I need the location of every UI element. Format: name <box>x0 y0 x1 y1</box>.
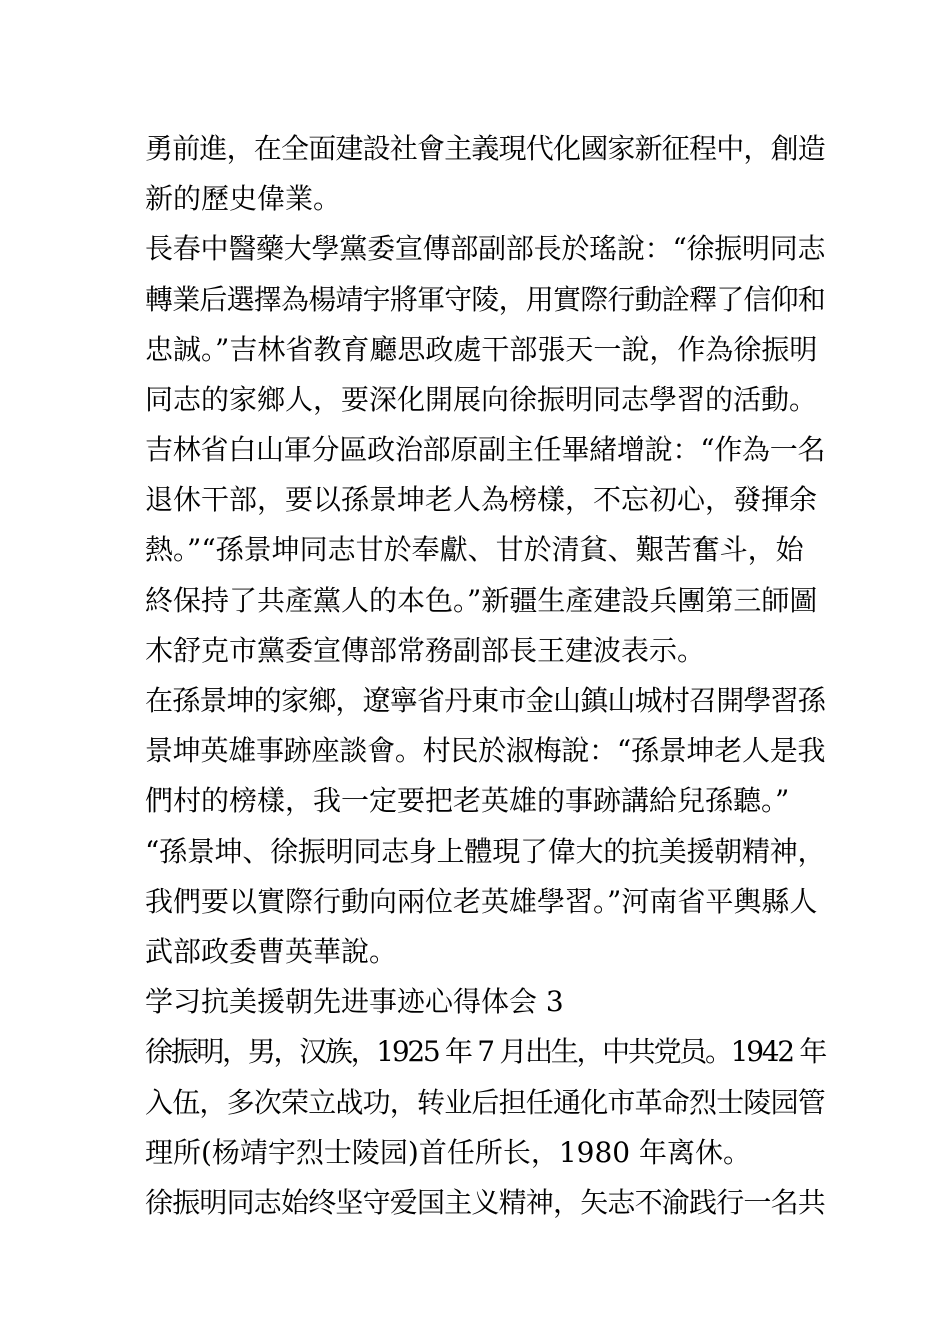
text-line: 們村的榜樣，我一定要把老英雄的事跡講給兒孫聽。” <box>145 784 790 817</box>
text-line: 入伍，多次荣立战功，转业后担任通化市革命烈士陵园管 <box>145 1086 826 1119</box>
text-line: 退休干部，要以孫景坤老人為榜樣，不忘初心，發揮余 <box>145 483 818 516</box>
text-line: 景坤英雄事跡座談會。村民於淑梅說：“孫景坤老人是我 <box>145 734 826 767</box>
text-line: 轉業后選擇為楊靖宇將軍守陵，用實際行動詮釋了信仰和 <box>145 283 826 316</box>
section-heading: 学习抗美援朝先进事迹心得体会 3 <box>145 985 564 1018</box>
text-line: 新的歷史偉業。 <box>145 182 342 215</box>
text-line: 勇前進，在全面建設社會主義現代化國家新征程中，創造 <box>145 132 826 165</box>
text-line: 終保持了共產黨人的本色。”新疆生產建設兵團第三師圖 <box>145 584 818 617</box>
text-line: 理所(杨靖宇烈士陵园)首任所长，1980 年离休。 <box>145 1136 752 1169</box>
text-line: 武部政委曹英華說。 <box>145 935 398 968</box>
text-line: 徐振明，男，汉族，1925 年 7 月出生，中共党员。1942 年 <box>145 1035 826 1068</box>
text-line: 我們要以實際行動向兩位老英雄學習。”河南省平輿縣人 <box>145 885 818 918</box>
text-line: 熱。”“孫景坤同志甘於奉獻、甘於清貧、艱苦奮斗，始 <box>145 533 804 566</box>
text-line: 徐振明同志始终坚守爱国主义精神，矢志不渝践行一名共 <box>145 1186 826 1219</box>
text-line: 在孫景坤的家鄉，遼寧省丹東市金山鎮山城村召開學習孫 <box>145 684 826 717</box>
text-line: 木舒克市黨委宣傳部常務副部長王建波表示。 <box>145 634 706 667</box>
text-line: 同志的家鄉人，要深化開展向徐振明同志學習的活動。 <box>145 383 818 416</box>
text-line: 長春中醫藥大學黨委宣傳部副部長於瑤說：“徐振明同志 <box>145 232 826 265</box>
text-line: 忠誠。”吉林省教育廳思政處干部張天一說，作為徐振明 <box>145 333 818 366</box>
text-line: 吉林省白山軍分區政治部原副主任畢緒增說：“作為一名 <box>145 433 826 466</box>
text-line: “孫景坤、徐振明同志身上體現了偉大的抗美援朝精神， <box>145 835 826 868</box>
